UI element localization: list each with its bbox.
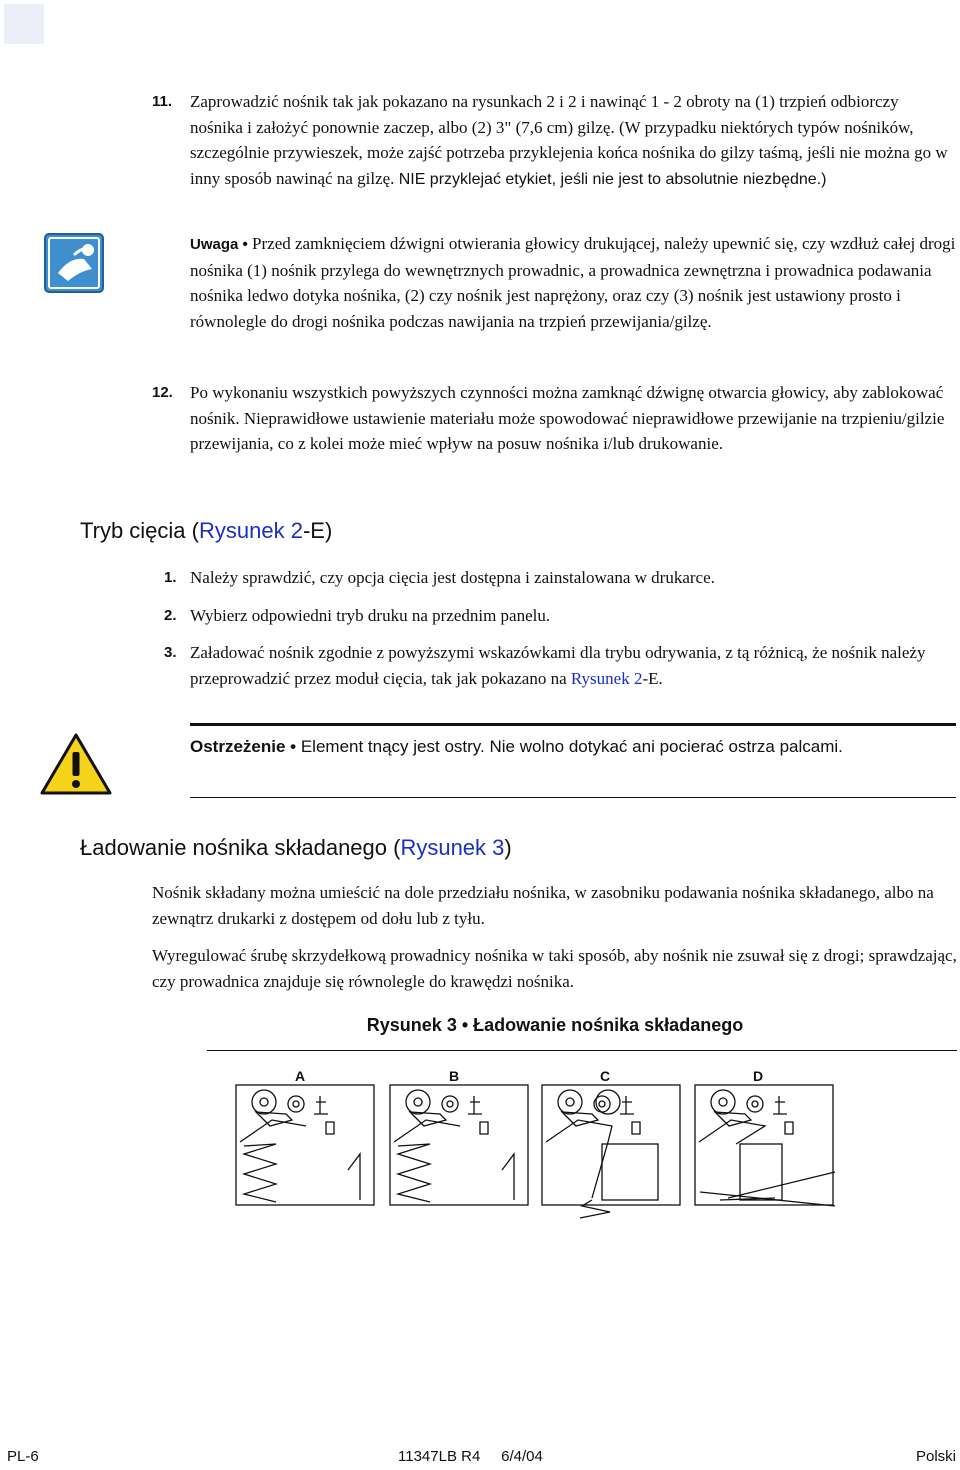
fanfold-loading-figure xyxy=(230,1082,840,1222)
section-title-fanfold-link-word: Rysunek xyxy=(400,835,493,860)
panel-label-d: D xyxy=(753,1068,764,1084)
corner-box xyxy=(4,4,44,44)
warning-body: Element tnący jest ostry. Nie wolno dotykać ani pocierać ostrza palcami. xyxy=(296,737,843,756)
cut-step-3-link[interactable] xyxy=(571,669,643,688)
cut-step-2-number: 2. xyxy=(164,607,177,624)
section-title-cut-link-num: 2 xyxy=(290,518,303,543)
note-text xyxy=(190,231,960,334)
step-12-text: Po wykonaniu wszystkich powyższych czynności można zamknąć dźwignę otwarcia głowicy, aby zablokować nośnik. Nieprawidłowe ustawienie materiału może spowodować nieprawidłowe przewijanie na trzpieniu/gilzie przewijania, co z kolei może mieć wpływ na posuw nośnika i/lub drukowanie. xyxy=(190,383,945,453)
warning-label: Ostrzeżenie • xyxy=(190,737,297,756)
step-11-text xyxy=(190,89,950,192)
panel-label-b: B xyxy=(449,1068,460,1084)
cut-step-3-number: 3. xyxy=(164,644,177,661)
section-title-cut-prefix: Tryb cięcia ( xyxy=(80,518,199,543)
cut-step-2-text: Wybierz odpowiedni tryb druku na przednim panelu. xyxy=(190,606,551,625)
fanfold-paragraph-2: Wyregulować śrubę skrzydełkową prowadnicy nośnika w taki sposób, aby nośnik nie zsuwał się z drogi; sprawdzając, czy prowadnica znajduje się równolegle do krawędzi nośnika. xyxy=(152,946,957,991)
section-title-fanfold xyxy=(80,835,512,861)
section-title-fanfold-link-num: 3 xyxy=(492,835,505,860)
section-title-cut-link[interactable] xyxy=(199,518,303,543)
cut-step-3-suffix: -E. xyxy=(642,668,663,688)
note-body: Przed zamknięciem dźwigni otwierania głowicy drukującej, należy upewnić się, czy wzdłuż całej drogi nośnika (1) nośnik przylega do wewnętrznych prowadnic, a prowadnica zewnętrzna i prowadnica podawania nośnika ledwo dotyka nośnika, (2) czy nośnik jest naprężony, oraz czy (3) nośnik jest ustawiony prosto i równolegle do drogi nośnika podczas nawijania na trzpień przewijania/gilzę. xyxy=(190,234,956,331)
figure-top-rule xyxy=(207,1050,957,1051)
warning-text xyxy=(190,735,910,759)
footer-language: Polski xyxy=(915,1448,956,1465)
panel-a-drawing xyxy=(236,1085,374,1205)
cut-step-3-body: Załadować nośnik zgodnie z powyższymi wskazówkami dla trybu odrywania, z tą różnicą, że nośnik należy przeprowadzić przez moduł cięcia, tak jak pokazano na xyxy=(190,643,926,688)
panel-label-c: C xyxy=(600,1068,611,1084)
step-11-main-text: Zaprowadzić nośnik tak jak pokazano na rysunkach 2 i 2 i nawinąć 1 - 2 obroty na (1) trzpień odbiorczy nośnika i założyć ponownie zaczep, albo (2) 3" (7,6 cm) gilzę. (W przypadku niektórych typów nośników, szczególnie przywieszek, może zajść potrzeba przyklejenia końca nośnika do gilzy taśmą, jeśli nie można go w inny sposób nawinąć na gilzę. xyxy=(190,92,948,188)
cut-step-3-link-word: Rysunek xyxy=(570,668,634,688)
note-label: Uwaga • xyxy=(190,236,248,253)
panel-d-drawing xyxy=(695,1085,835,1206)
cut-step-1-text: Należy sprawdzić, czy opcja cięcia jest dostępna i zainstalowana w drukarce. xyxy=(190,568,715,587)
section-title-cut-mode xyxy=(80,518,332,544)
cut-step-3-link-num: 2 xyxy=(633,668,643,688)
warning-top-rule xyxy=(190,723,956,726)
cut-step-3-text xyxy=(190,640,942,691)
step-12-number: 12. xyxy=(152,384,173,401)
figure-title: Rysunek 3 • Ładowanie nośnika składanego xyxy=(366,1015,744,1035)
note-hand-icon xyxy=(44,233,104,293)
warning-bottom-rule xyxy=(190,797,956,798)
section-title-fanfold-link[interactable] xyxy=(400,835,504,860)
section-title-cut-link-word: Rysunek xyxy=(198,518,291,543)
panel-b-drawing xyxy=(390,1085,528,1205)
step-11-sans-text: NIE przyklejać etykiet, jeśli nie jest to absolutnie niezbędne.) xyxy=(398,170,827,188)
footer-page-number: PL-6 xyxy=(7,1448,39,1465)
step-11-number: 11. xyxy=(152,93,173,110)
cut-step-1-number: 1. xyxy=(164,569,177,586)
panel-c-drawing xyxy=(542,1085,680,1218)
footer-doc-id: 11347LB R4 6/4/04 xyxy=(398,1448,543,1465)
section-title-fanfold-suffix: ) xyxy=(504,835,512,860)
warning-icon xyxy=(40,732,112,796)
panel-label-a: A xyxy=(295,1068,306,1084)
section-title-cut-suffix: -E) xyxy=(302,518,333,543)
section-title-fanfold-prefix: Ładowanie nośnika składanego ( xyxy=(80,835,401,860)
fanfold-paragraph-1: Nośnik składany można umieścić na dole przedziału nośnika, w zasobniku podawania nośnika składanego, albo na zewnątrz drukarki z dostępem od dołu lub z tyłu. xyxy=(152,883,934,928)
